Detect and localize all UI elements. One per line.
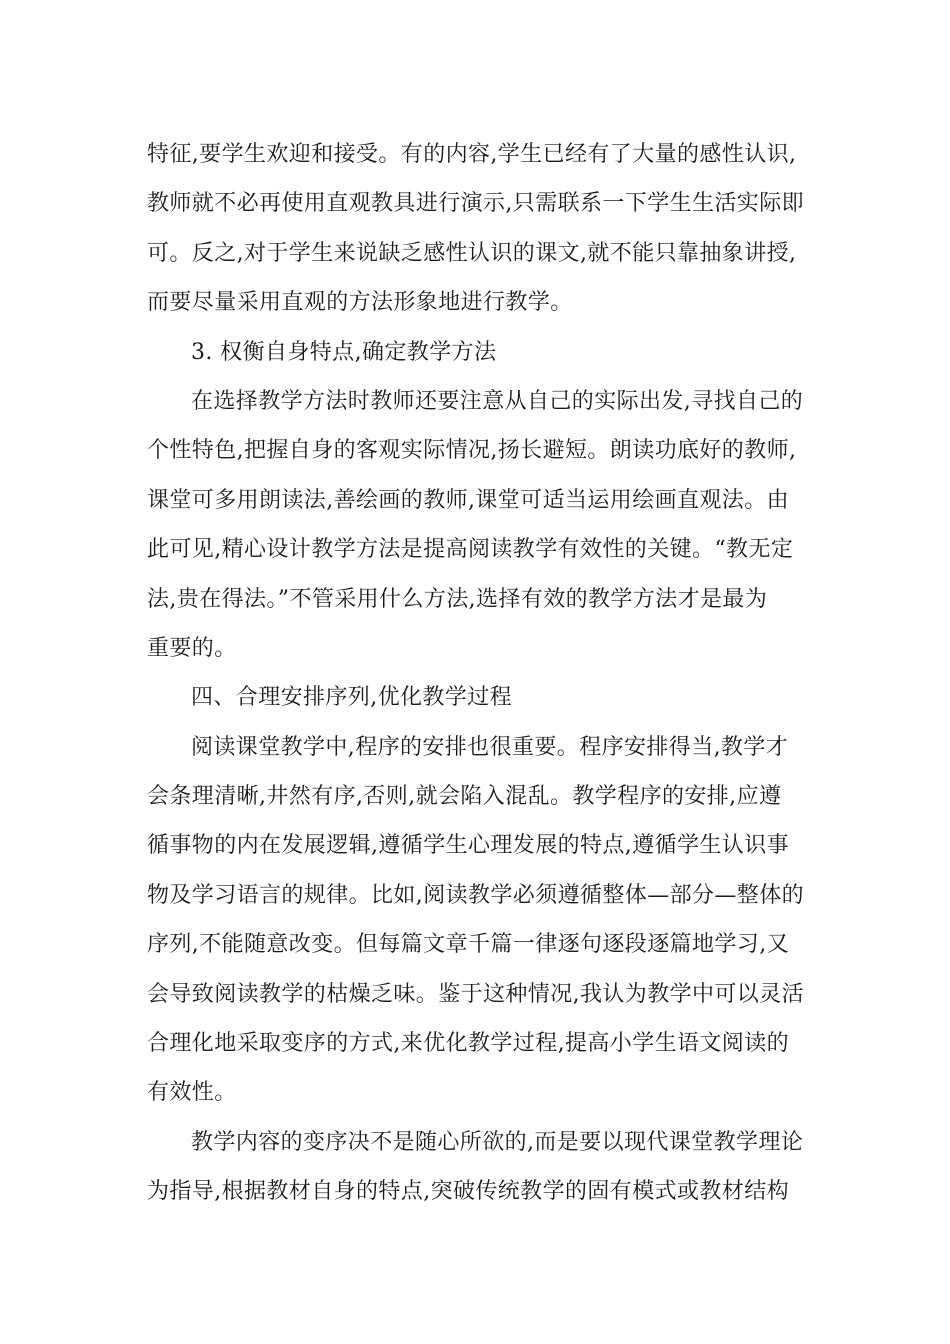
- text-line: 个性特色,把握自身的客观实际情况,扬长避短。朗读功底好的教师,: [147, 438, 797, 464]
- text-line: 法,贵在得法。”不管采用什么方法,选择有效的教学方法才是最为: [147, 586, 768, 612]
- text-line: 阅读课堂教学中,程序的安排也很重要。程序安排得当,教学才: [191, 734, 789, 760]
- section-heading: 四、合理安排序列,优化教学过程: [191, 685, 512, 711]
- section-heading: 3. 权衡自身特点,确定教学方法: [191, 339, 497, 365]
- text-line: 教师就不必再使用直观教具进行演示,只需联系一下学生生活实际即: [147, 191, 804, 217]
- text-line: 为指导,根据教材自身的特点,突破传统教学的固有模式或教材结构: [147, 1179, 789, 1205]
- text-line: 课堂可多用朗读法,善绘画的教师,课堂可适当运用绘画直观法。由: [147, 487, 789, 513]
- text-line: 循事物的内在发展逻辑,遵循学生心理发展的特点,遵循学生认识事: [147, 833, 789, 859]
- text-line: 教学内容的变序决不是随心所欲的,而是要以现代课堂教学理论: [191, 1129, 804, 1155]
- text-line: 可。反之,对于学生来说缺乏感性认识的课文,就不能只靠抽象讲授,: [147, 240, 797, 266]
- text-line: 在选择教学方法时教师还要注意从自己的实际出发,寻找自己的: [191, 388, 804, 414]
- text-line: 特征,要学生欢迎和接受。有的内容,学生已经有了大量的感性认识,: [147, 142, 797, 167]
- text-line: 物及学习语言的规律。比如,阅读教学必须遵循整体—部分—整体的: [147, 882, 804, 908]
- text-line: 重要的。: [147, 635, 237, 661]
- text-line: 而要尽量采用直观的方法形象地进行教学。: [147, 290, 573, 316]
- text-line: 合理化地采取变序的方式,来优化教学过程,提高小学生语文阅读的: [147, 1031, 789, 1057]
- text-line: 有效性。: [147, 1080, 237, 1106]
- text-line: 会条理清晰,井然有序,否则,就会陷入混乱。教学程序的安排,应遵: [147, 784, 782, 810]
- text-line: 序列,不能随意改变。但每篇文章千篇一律逐句逐段逐篇地学习,又: [147, 932, 789, 958]
- text-line: 会导致阅读教学的枯燥乏味。鉴于这种情况,我认为教学中可以灵活: [147, 981, 804, 1007]
- body-text: [147, 130, 807, 1217]
- text-line: 此可见,精心设计教学方法是提高阅读教学有效性的关键。“教无定: [147, 537, 794, 563]
